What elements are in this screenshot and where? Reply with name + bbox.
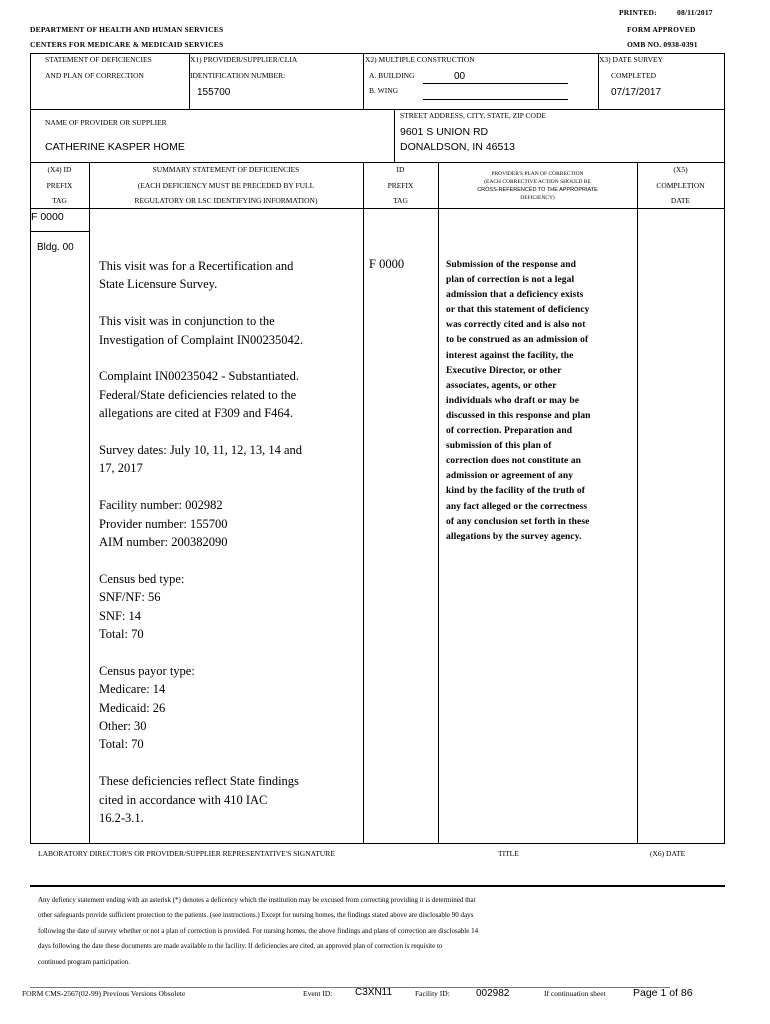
- summary-paragraph: [99, 496, 361, 551]
- rule: [30, 885, 725, 887]
- rule: [30, 53, 725, 54]
- x3-label-2: COMPLETED: [611, 71, 656, 80]
- rule: [637, 162, 638, 843]
- summary-paragraph: [99, 441, 361, 478]
- rule: [30, 109, 725, 110]
- plan-line: discussed in this response and plan: [446, 410, 591, 421]
- plan-line: Submission of the response and: [446, 260, 577, 270]
- date-label: (X6) DATE: [650, 849, 686, 858]
- event-id-label: Event ID:: [303, 989, 333, 998]
- centers-title: CENTERS FOR MEDICARE & MEDICAID SERVICES: [30, 40, 224, 49]
- provider-name: CATHERINE KASPER HOME: [45, 141, 185, 153]
- summary-line: These deficiencies reflect State findings: [99, 774, 299, 789]
- continuation-label: If continuation sheet: [544, 989, 606, 998]
- printed-date: 08/11/2017: [677, 8, 713, 17]
- facility-id: 002982: [476, 988, 510, 999]
- summary-paragraph: [99, 367, 361, 422]
- summary-line: Federal/State deficiencies related to the: [99, 387, 297, 402]
- summary-paragraph: [99, 257, 361, 294]
- plan-line: submission of this plan of: [446, 441, 552, 452]
- signature-label: LABORATORY DIRECTOR'S OR PROVIDER/SUPPLIER REPRESENTATIVE'S SIGNATURE: [38, 849, 335, 858]
- plan-line: individuals who draft or may be: [446, 395, 580, 406]
- provider-name-label: NAME OF PROVIDER OR SUPPLIER: [45, 118, 167, 127]
- summary-line: 17, 2017: [99, 461, 143, 476]
- address-line-1: 9601 S UNION RD: [400, 126, 489, 138]
- summary-line: This visit was in conjunction to the: [99, 314, 275, 329]
- plan-line: admission that a deficiency exists: [446, 290, 584, 301]
- summary-line: 16.2-3.1.: [99, 811, 144, 826]
- summary-paragraph: [99, 662, 361, 754]
- id-header: ID: [396, 165, 405, 174]
- id-header-3: TAG: [393, 196, 408, 205]
- x4-header: (X4) ID: [47, 165, 72, 174]
- rule: [423, 83, 568, 84]
- plan-line: correction does not constitute an: [446, 456, 582, 467]
- summary-line: Complaint IN00235042 - Substantiated.: [99, 369, 299, 384]
- plan-header-2: (EACH CORRECTIVE ACTION SHOULD BE: [484, 179, 591, 185]
- plan-line: any fact alleged or the correctness: [446, 501, 588, 512]
- summary-line: AIM number: 200382090: [99, 535, 228, 550]
- rule: [394, 109, 395, 162]
- summary-line: allegations are cited at F309 and F464.: [99, 406, 294, 421]
- summary-line: SNF/NF: 56: [99, 590, 161, 605]
- summary-line: Total: 70: [99, 627, 144, 642]
- footnote-line: continued program participation.: [38, 957, 130, 966]
- statement-label: STATEMENT OF DEFICIENCIES: [45, 55, 152, 64]
- plan-line: admission or agreement of any: [446, 471, 574, 482]
- summary-header-2: (EACH DEFICIENCY MUST BE PRECEDED BY FULL: [137, 181, 315, 190]
- summary-line: This visit was for a Recertification and: [99, 259, 294, 273]
- form-number: FORM CMS-2567(02-99) Previous Versions Obsolete: [22, 989, 186, 998]
- plan-of-correction: [446, 258, 636, 545]
- summary-header: SUMMARY STATEMENT OF DEFICIENCIES: [152, 165, 300, 174]
- rule: [89, 162, 90, 843]
- plan-header: PROVIDER'S PLAN OF CORRECTION: [491, 171, 584, 177]
- summary-line: State Licensure Survey.: [99, 277, 218, 292]
- facility-id-label: Facility ID:: [415, 989, 450, 998]
- x4-header-2: PREFIX: [46, 181, 73, 190]
- rule: [423, 99, 568, 100]
- summary-line: Facility number: 002982: [99, 498, 223, 513]
- survey-date: 07/17/2017: [611, 87, 662, 98]
- omb-number: OMB NO. 0938-0391: [627, 40, 698, 49]
- x3-label: X3) DATE SURVEY: [599, 55, 663, 64]
- x4-header-3: TAG: [52, 196, 67, 205]
- plan-line: was correctly cited and is also not: [446, 320, 586, 331]
- summary-paragraph: [99, 312, 361, 349]
- x5-header-2: COMPLETION: [656, 181, 705, 190]
- x2-label: X2) MULTIPLE CONSTRUCTION: [365, 55, 475, 64]
- summary-line: Census payor type:: [99, 663, 195, 678]
- summary-line: cited in accordance with 410 IAC: [99, 792, 268, 807]
- summary-line: Medicaid: 26: [99, 700, 166, 715]
- plan-header-4: DEFICIENCY): [520, 195, 555, 201]
- rule: [363, 162, 364, 843]
- address-label: STREET ADDRESS, CITY, STATE, ZIP CODE: [400, 111, 546, 120]
- summary-line: SNF: 14: [99, 608, 142, 623]
- summary-line: Provider number: 155700: [99, 516, 228, 531]
- summary-line: Investigation of Complaint IN00235042.: [99, 332, 304, 347]
- x1-label: X1) PROVIDER/SUPPLIER/CLIA: [190, 55, 298, 64]
- summary-line: Medicare: 14: [99, 682, 166, 697]
- plan-line: Executive Director, or other: [446, 365, 562, 376]
- plan-line: of correction. Preparation and: [446, 426, 573, 437]
- address-line-2: DONALDSON, IN 46513: [400, 141, 515, 153]
- prefix-tag: F 0000: [31, 211, 64, 223]
- building-label: A. BUILDING: [369, 71, 415, 80]
- plan-line: associates, agents, or other: [446, 380, 557, 391]
- plan-header-3: CROSS-REFERENCED TO THE APPROPRIATE: [477, 187, 598, 193]
- rule: [363, 53, 364, 109]
- summary-line: Survey dates: July 10, 11, 12, 13, 14 and: [99, 443, 302, 458]
- footnote-line: Any defiency statement ending with an asterisk (*) denotes a deficency which the institution may be excused from correcting providing it is determined that: [38, 896, 476, 904]
- building-value: 00: [454, 71, 466, 82]
- rule: [30, 162, 725, 163]
- x5-header: (X5): [673, 165, 688, 174]
- right-prefix-tag: F 0000: [369, 257, 405, 271]
- plan-line: allegations by the survey agency.: [446, 531, 582, 542]
- form-approved: FORM APPROVED: [627, 25, 696, 34]
- plan-line: interest against the facility, the: [446, 350, 574, 361]
- footnote-line: following the date of survey whether or not a plan of correction is provided. For nursing homes, the above findings and plans of correction are disclosable 14: [38, 926, 479, 935]
- x5-header-3: DATE: [670, 196, 691, 205]
- wing-label: B. WING: [369, 86, 399, 95]
- summary-statement: [99, 257, 361, 846]
- provider-id: 155700: [197, 87, 231, 98]
- rule: [724, 162, 725, 843]
- rule: [30, 987, 670, 988]
- x1-label-2: IDENTIFICATION NUMBER:: [190, 71, 286, 80]
- footnote-line: days following the date these documents are made available to the facility. If deficiencies are cited, an approved plan of correction is requisite to: [38, 942, 443, 951]
- event-id: C3XN11: [355, 987, 393, 998]
- id-header-2: PREFIX: [387, 181, 414, 190]
- printed-label: PRINTED:: [619, 8, 657, 17]
- disclosure-footnote: [38, 893, 478, 970]
- plan-line: or that this statement of deficiency: [446, 305, 590, 316]
- plan-line: kind by the facility of the truth of: [446, 486, 585, 497]
- building-tag: Bldg. 00: [37, 242, 74, 253]
- summary-line: Census bed type:: [99, 571, 185, 586]
- footnote-line: other safeguards provide sufficient protection to the patients. (see instructions.) Except for nursing homes, the findings stated above are disclosable 90 days: [38, 911, 474, 920]
- plan-line: plan of correction is not a legal: [446, 275, 575, 286]
- plan-line: to be construed as an admission of: [446, 335, 589, 346]
- summary-header-3: REGULATORY OR LSC IDENTIFYING INFORMATION): [134, 196, 318, 205]
- summary-paragraph: [99, 772, 361, 827]
- page-number: Page 1 of 86: [633, 987, 693, 999]
- summary-line: Total: 70: [99, 737, 144, 752]
- plan-line: of any conclusion set forth in these: [446, 516, 590, 527]
- rule: [30, 208, 725, 209]
- statement-label-2: AND PLAN OF CORRECTION: [45, 71, 144, 80]
- title-label: TITLE: [498, 849, 519, 858]
- summary-paragraph: [99, 570, 361, 644]
- rule: [30, 843, 725, 844]
- department-title: DEPARTMENT OF HEALTH AND HUMAN SERVICES: [30, 25, 224, 34]
- summary-line: Other: 30: [99, 719, 147, 734]
- rule: [30, 231, 89, 232]
- rule: [438, 162, 439, 843]
